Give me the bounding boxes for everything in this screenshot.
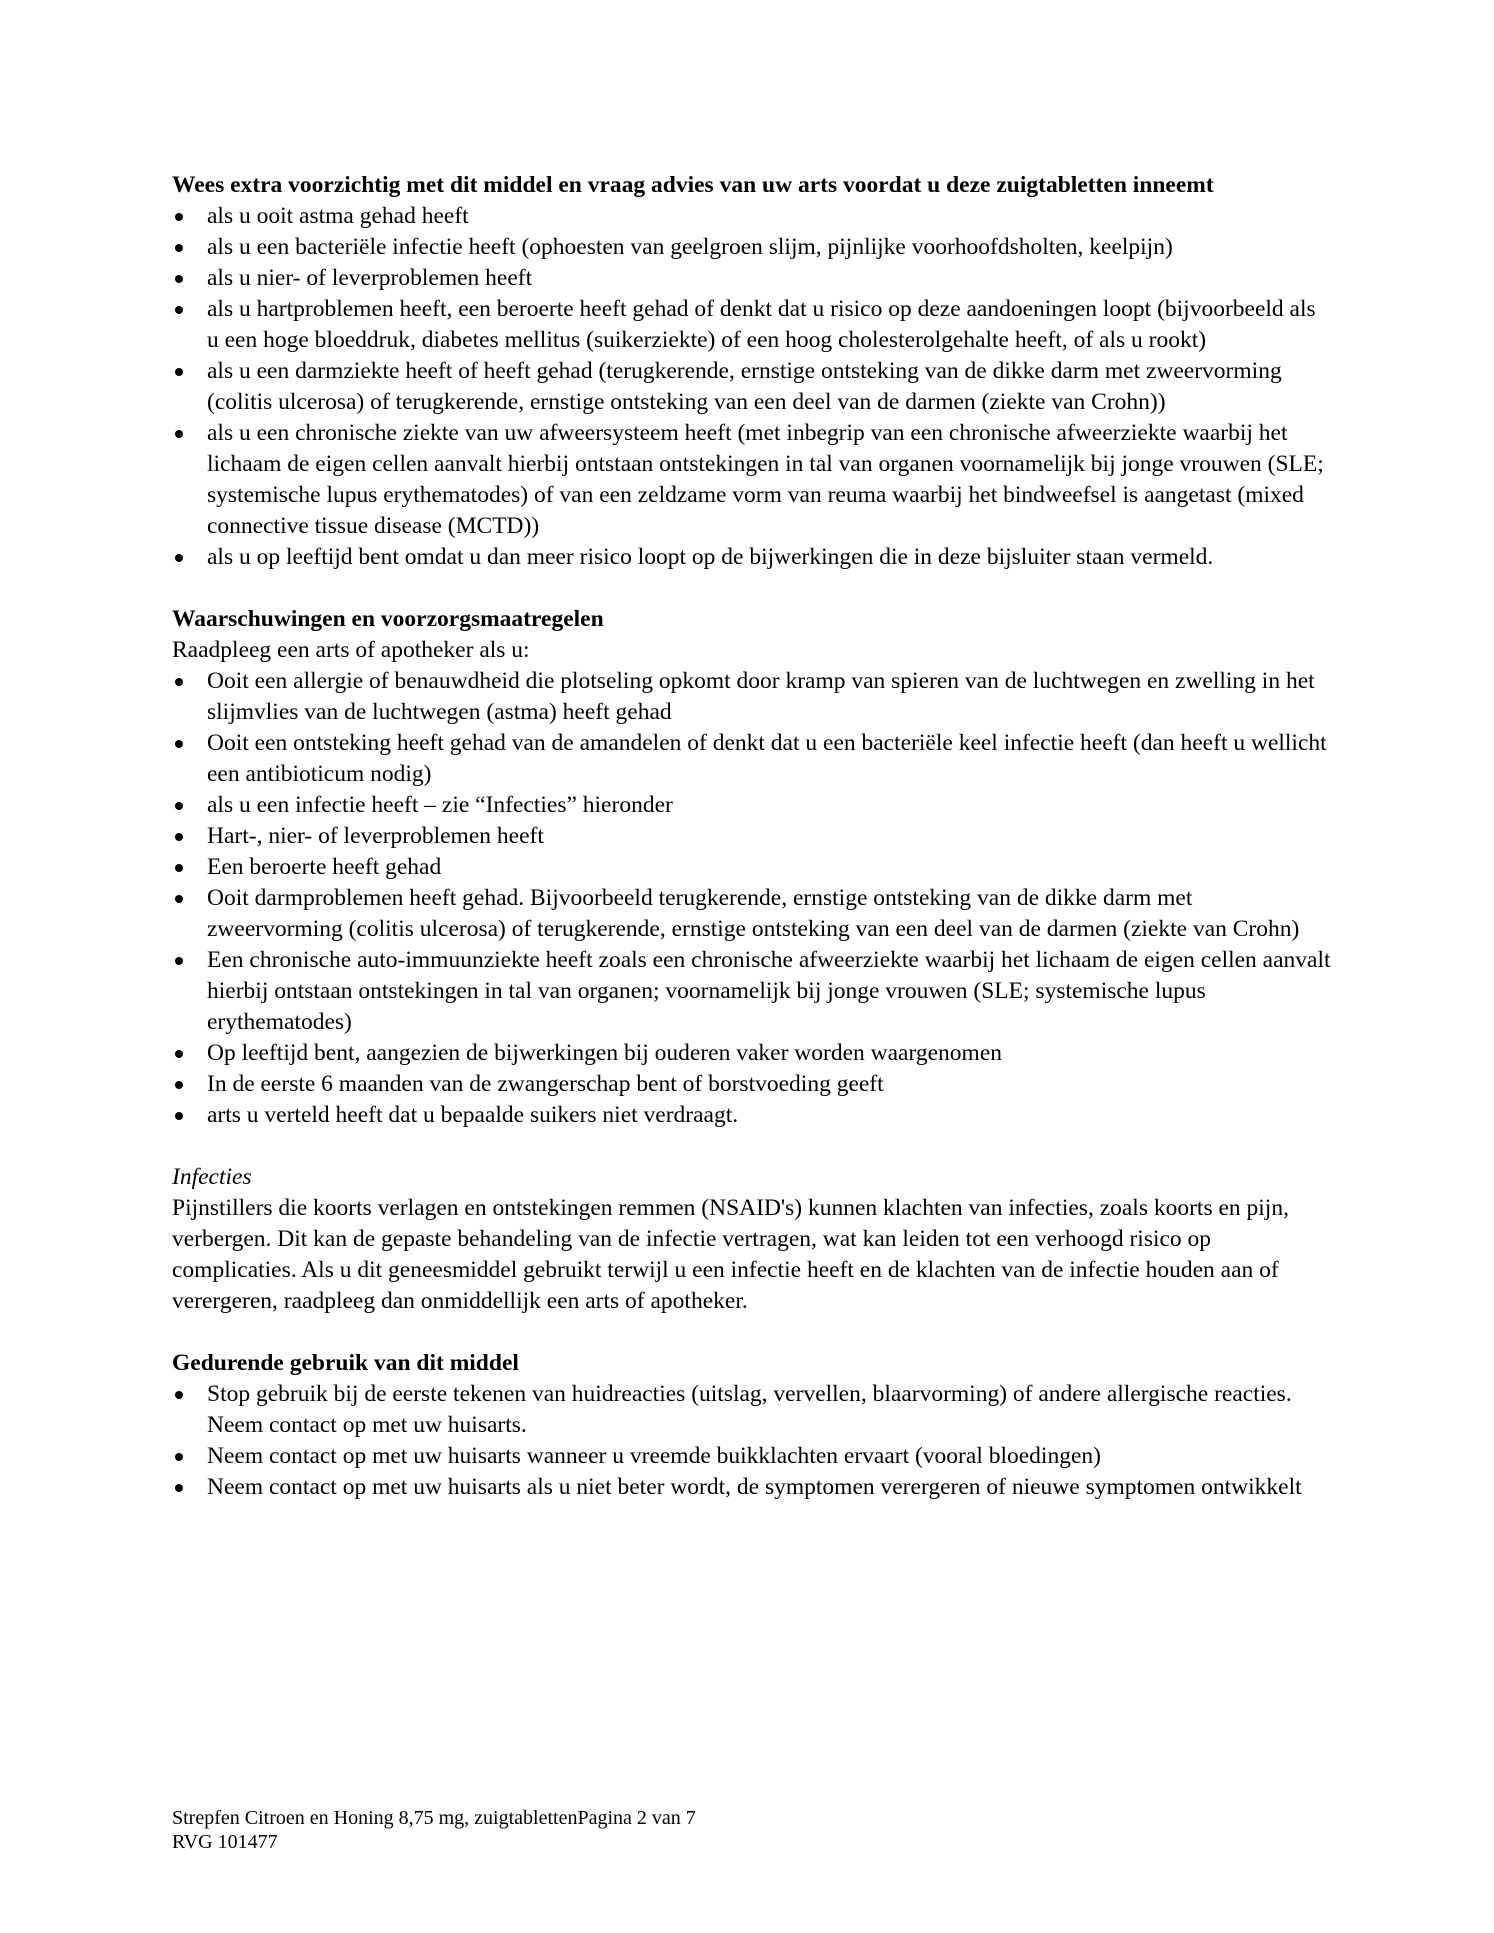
list-item: Neem contact op met uw huisarts wanneer u vreemde buikklachten ervaart (vooral bloedingen) [172, 1441, 1332, 1472]
bullet-icon [175, 213, 183, 221]
bullet-list [172, 666, 1332, 1131]
bullet-icon [175, 306, 183, 314]
bullet-icon [175, 895, 183, 903]
list-item: Ooit een allergie of benauwdheid die plotseling opkomt door kramp van spieren van de luchtwegen en zwelling in het slijmvlies van de luchtwegen (astma) heeft gehad [172, 666, 1332, 728]
bullet-icon [175, 1112, 183, 1120]
list-item: Ooit een ontsteking heeft gehad van de amandelen of denkt dat u een bacteriële keel infectie heeft (dan heeft u wellicht een antibioticum nodig) [172, 728, 1332, 790]
bullet-icon [175, 244, 183, 252]
bullet-icon [175, 678, 183, 686]
list-item: Een chronische auto-immuunziekte heeft zoals een chronische afweerziekte waarbij het lichaam de eigen cellen aanvalt hierbij ontstaan ontstekingen in tal van organen; voornamelijk bij jonge vrouwen (SLE; systemische lupus erythematodes) [172, 945, 1332, 1038]
bullet-icon [175, 368, 183, 376]
section-during-use [172, 1348, 1332, 1503]
list-item: Een beroerte heeft gehad [172, 852, 1332, 883]
bullet-icon [175, 740, 183, 748]
section-intro: Raadpleeg een arts of apotheker als u: [172, 637, 530, 663]
footer-registration: RVG 101477 [172, 1831, 278, 1853]
section-precautions [172, 170, 1332, 573]
list-item: als u ooit astma gehad heeft [172, 201, 1332, 232]
section-infections [172, 1162, 1332, 1317]
bullet-icon [175, 275, 183, 283]
bullet-list [172, 201, 1332, 573]
bullet-icon [175, 1050, 183, 1058]
section-heading: Gedurende gebruik van dit middel [172, 1350, 519, 1376]
footer-product-line: Strepfen Citroen en Honing 8,75 mg, zuigtablettenPagina 2 van 7 [172, 1807, 696, 1829]
bullet-list [172, 1379, 1332, 1503]
list-item: als u hartproblemen heeft, een beroerte heeft gehad of denkt dat u risico op deze aandoeningen loopt (bijvoorbeeld als u een hoge bloeddruk, diabetes mellitus (suikerziekte) of een hoog cholesterolgehalte heeft, of als u rookt) [172, 294, 1332, 356]
section-subheading: Infecties [172, 1164, 252, 1190]
list-item: als u nier- of leverproblemen heeft [172, 263, 1332, 294]
list-item: Stop gebruik bij de eerste tekenen van huidreacties (uitslag, vervellen, blaarvorming) of andere allergische reacties. Neem contact op met uw huisarts. [172, 1379, 1332, 1441]
bullet-icon [175, 1391, 183, 1399]
bullet-icon [175, 1081, 183, 1089]
section-paragraph: Pijnstillers die koorts verlagen en ontstekingen remmen (NSAID's) kunnen klachten van infecties, zoals koorts en pijn, verbergen. Dit kan de gepaste behandeling van de infectie vertragen, wat kan leiden tot een verhoogd risico op complicaties. Als u dit geneesmiddel gebruikt terwijl u een infectie heeft en de klachten van de infectie houden aan of verergeren, raadpleeg dan onmiddellijk een arts of apotheker. [172, 1195, 1289, 1314]
bullet-icon [175, 833, 183, 841]
list-item: als u op leeftijd bent omdat u dan meer risico loopt op de bijwerkingen die in deze bijsluiter staan vermeld. [172, 542, 1332, 573]
list-item: In de eerste 6 maanden van de zwangerschap bent of borstvoeding geeft [172, 1069, 1332, 1100]
page-footer [172, 1806, 1072, 1854]
bullet-icon [175, 864, 183, 872]
list-item: als u een chronische ziekte van uw afweersysteem heeft (met inbegrip van een chronische afweerziekte waarbij het lichaam de eigen cellen aanvalt hierbij ontstaan ontstekingen in tal van organen voornamelijk bij jonge vrouwen (SLE; systemische lupus erythematodes) of van een zeldzame vorm van reuma waarbij het bindweefsel is aangetast (mixed connective tissue disease (MCTD)) [172, 418, 1332, 542]
bullet-icon [175, 1484, 183, 1492]
list-item: als u een darmziekte heeft of heeft gehad (terugkerende, ernstige ontsteking van de dikke darm met zweervorming (colitis ulcerosa) of terugkerende, ernstige ontsteking van een deel van de darmen (ziekte van Crohn)) [172, 356, 1332, 418]
list-item: als u een bacteriële infectie heeft (ophoesten van geelgroen slijm, pijnlijke voorhoofdsholten, keelpijn) [172, 232, 1332, 263]
list-item: Op leeftijd bent, aangezien de bijwerkingen bij ouderen vaker worden waargenomen [172, 1038, 1332, 1069]
bullet-icon [175, 957, 183, 965]
list-item: arts u verteld heeft dat u bepaalde suikers niet verdraagt. [172, 1100, 1332, 1131]
list-item: Neem contact op met uw huisarts als u niet beter wordt, de symptomen verergeren of nieuwe symptomen ontwikkelt [172, 1472, 1332, 1503]
section-warnings [172, 604, 1332, 1131]
page-content [172, 170, 1332, 1534]
list-item: Hart-, nier- of leverproblemen heeft [172, 821, 1332, 852]
bullet-icon [175, 554, 183, 562]
bullet-icon [175, 1453, 183, 1461]
bullet-icon [175, 430, 183, 438]
section-heading: Waarschuwingen en voorzorgsmaatregelen [172, 606, 604, 632]
list-item: als u een infectie heeft – zie “Infecties” hieronder [172, 790, 1332, 821]
section-heading: Wees extra voorzichtig met dit middel en vraag advies van uw arts voordat u deze zuigtabletten inneemt [172, 172, 1214, 198]
bullet-icon [175, 802, 183, 810]
list-item: Ooit darmproblemen heeft gehad. Bijvoorbeeld terugkerende, ernstige ontsteking van de dikke darm met zweervorming (colitis ulcerosa) of terugkerende, ernstige ontsteking van een deel van de darmen (ziekte van Crohn) [172, 883, 1332, 945]
